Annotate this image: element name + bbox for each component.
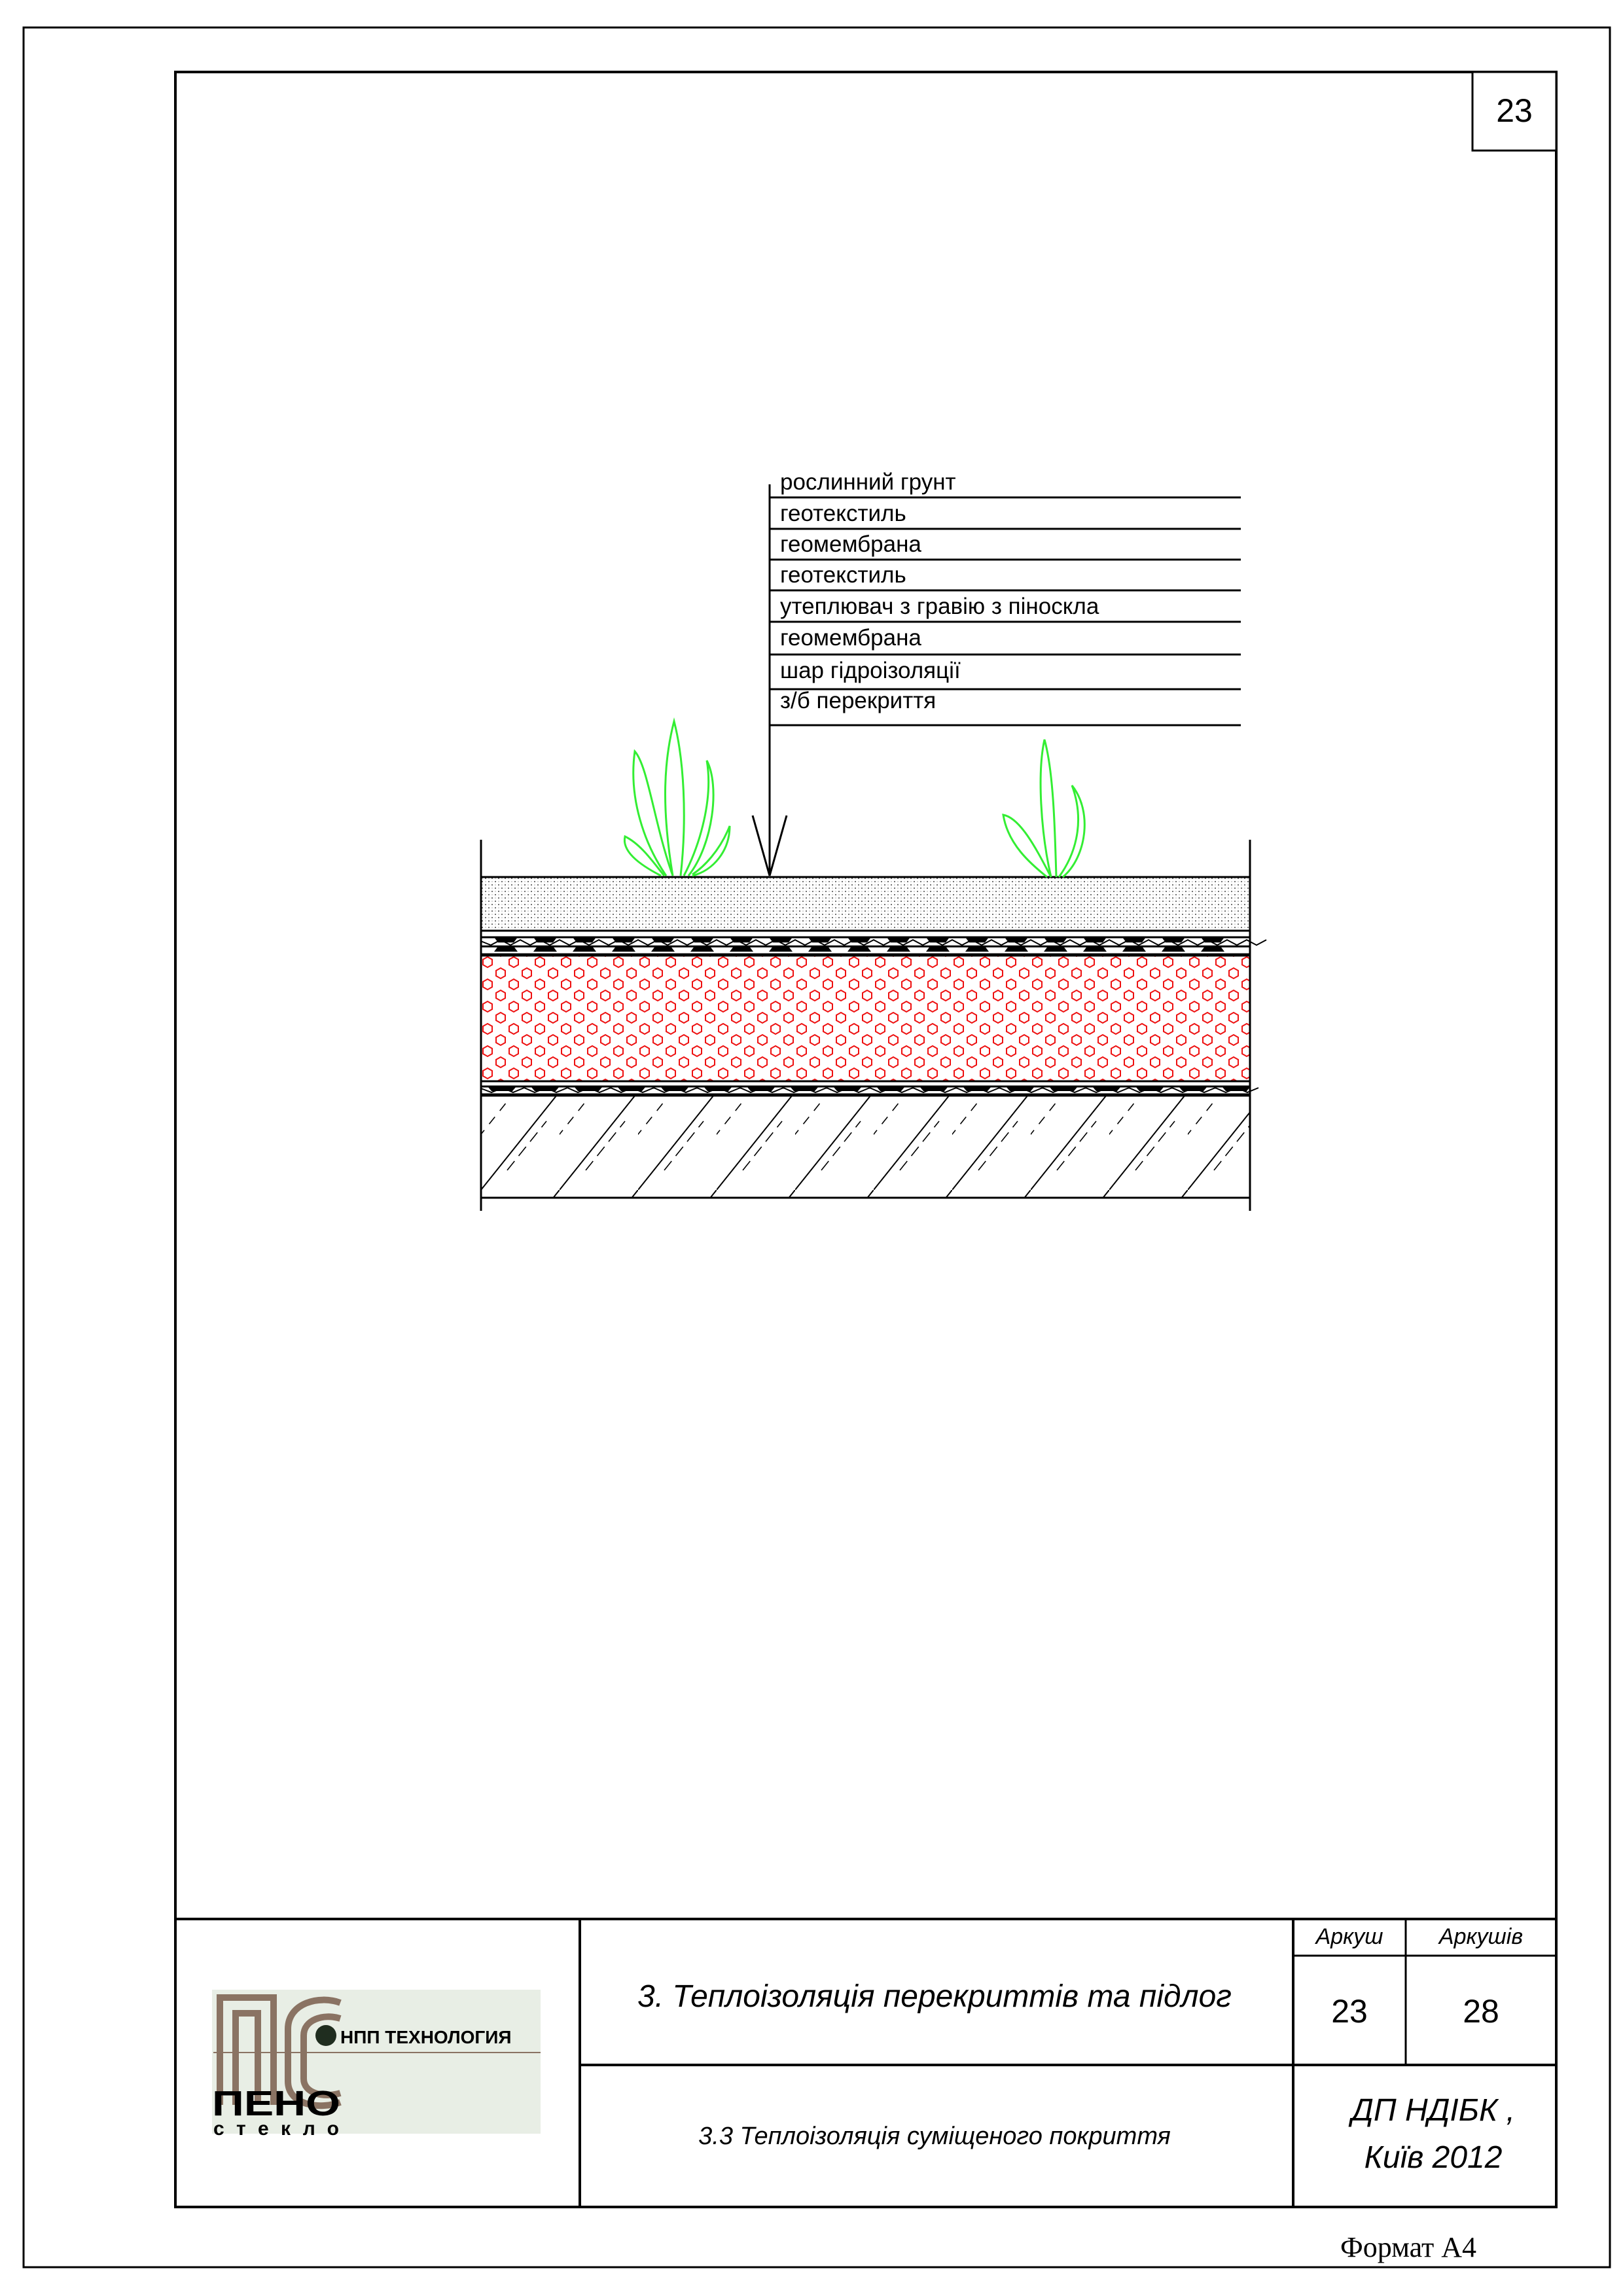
section-title: 3. Теплоізоляція перекриттів та підлог — [637, 1979, 1232, 2014]
layer-label-slab: з/б перекриття — [780, 688, 936, 713]
plant-left — [624, 721, 730, 876]
upper-membrane-marks — [494, 937, 1224, 952]
logo-dot-icon — [315, 2025, 336, 2046]
plant-right — [1003, 740, 1084, 877]
sheet-value: 23 — [1331, 1993, 1368, 2030]
layer-label-insulation: утеплювач з гравію з піноскла — [780, 594, 1099, 619]
foam-glass-insulation-layer — [481, 956, 1250, 1081]
layer-legend — [753, 469, 1241, 876]
arrow-left — [753, 816, 770, 876]
roof-section-diagram — [481, 469, 1266, 1211]
subsection-title: 3.3 Теплоізоляція суміщеного покриття — [698, 2123, 1171, 2150]
organization-city-year: Київ 2012 — [1364, 2140, 1503, 2175]
organization-name: ДП НДІБК , — [1351, 2093, 1515, 2128]
company-logo — [212, 1990, 541, 2140]
lower-membrane-band — [481, 1081, 1258, 1094]
layer-label-geotextile: геотекстиль — [780, 562, 906, 588]
page-number: 23 — [1496, 92, 1533, 129]
upper-membrane-zigzag — [481, 940, 1266, 945]
upper-membrane-band — [481, 931, 1266, 954]
logo-brand-top: НПП ТЕХНОЛОГИЯ — [340, 2027, 512, 2047]
sheet-label: Аркуш — [1315, 1924, 1383, 1949]
layer-label-geotextile: геотекстиль — [780, 501, 906, 526]
layer-label-waterproofing: шар гідроізоляції — [780, 658, 961, 683]
layer-label-geomembrane: геомембрана — [780, 531, 921, 557]
sheets-label: Аркушів — [1438, 1924, 1524, 1949]
arrow-right — [770, 816, 787, 876]
title-block — [175, 1919, 1556, 2207]
logo-brand-main: ПЕНО — [212, 2084, 340, 2123]
plant-soil-layer — [481, 877, 1250, 931]
logo-brand-sub: стекло — [213, 2118, 339, 2140]
layer-label-geomembrane: геомембрана — [780, 625, 921, 651]
format-label: Формат А4 — [1340, 2231, 1477, 2263]
layer-label-plant-soil: рослинний грунт — [780, 469, 956, 495]
sheets-value: 28 — [1463, 1993, 1499, 2030]
concrete-slab-layer — [481, 1096, 1250, 1198]
